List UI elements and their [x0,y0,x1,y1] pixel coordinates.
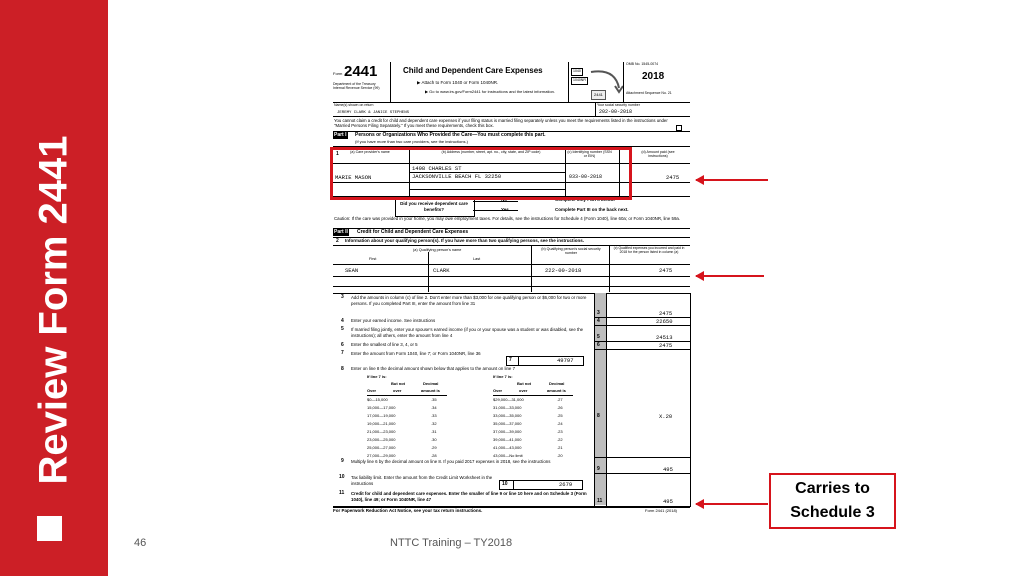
ssn-value: 202-00-2018 [599,109,633,115]
q-col-b-header: (b) Qualifying person's social security number [541,247,601,255]
line11-value: 495 [663,498,673,505]
line2-number: 2 [336,238,339,244]
attach-2441: 2441 [591,90,606,100]
if-line7-right: If line 7 is: [493,374,513,379]
line9-value: 495 [663,466,673,473]
benefits-yes: Yes [501,207,509,212]
if-line7-left: If line 7 is: [367,374,387,379]
line10-text: Tax liability limit. Enter the amount from the Credit Limit Worksheet in the instructions [351,475,493,486]
line3-box: 3 [597,310,600,316]
provider-amount: 2475 [666,174,680,181]
names-label: Name(s) shown on return [334,103,374,107]
q-ssn-value: 222-00-2018 [545,267,582,274]
line3-text: Add the amounts in column (c) of line 2. Don't enter more than $3,000 for one qualifying person or $6,000 for two or more persons. If you completed Part III, enter the amount from line 31 [351,295,587,306]
form-2441: Form 2441 Department of the Treasury Internal Revenue Service (99) Child and Dependent Care Expenses ▶ Attach to Form 1040 or Form 1040NR. ▶ Go to www.irs.gov/Form2441 for instructions and the latest information. 1040 1040NR 2441 OMB No. 1545-0074 2018 Attachment Sequence No. 21 Name(s) shown on return JEREMY CLARK & JANICE STEPHENS Your social security number 202-00-2018 You cannot claim a credit for child and dependent care expenses if your filing status is married filing separately unless you meet the requirements listed in the instructions under "Married Persons Filing Separately." If you meet these requirements, check this box. Part I Persons or Organizations Who Provided the Care—You must complete this part. (If you have more than two care providers, see the instructions.) 1 (a) Care provider's name (b) Address (number, street, apt. no., city, state, and ZIP code) (c) Identifying number (SSN or EIN) (d) Amount paid (see instructions) MARIE MASON 1498 CHARLES ST JACKSONVILLE BEACH FL 32250 033-00-2018 2475 Did you receive dependent care benefits? No Yes Complete only Part II below. Complete Part III on the back next. Caution: If the care was provided in your home, you may owe employment taxes. For details, see the instructions for Schedule 4 (Form 1040), line 60a; or Form 1040NR, line 59a. Part II Credit for Child and Dependent Care Expenses 2 Information about your qualifying person(s). If you have more than two qualifying persons, see the instructions. (a) Qualifying person's name First Last (b) Qualifying person's social security number (c) Qualified expenses you incurred and paid in 2018 for the person listed in column (a) SEAN CLARK 222-00-2018 2475 3 Add the amounts in column (c) of line 2. Don't enter more than $3,000 for one qualifying person or $6,000 for two or more persons. If you completed Part III, enter the amount from line 31 3 2475 4 Enter your earned income. See instructions 4 22650 5 If married filing jointly, enter your spouse's earned income (if you or your spouse was a student or was disabled, see the instructions); all others, enter the amount from line 4 5 24513 6 Enter the smallest of line 3, 4, or 5 6 2475 7 Enter the amount from Form 1040, line 7; or Form 1040NR, line 36 7 49797 8 Enter on line 8 the decimal amount shown below that applies to the amount on line 7 If line 7 is: If line 7 is: But not Decimal Over over amount is But not Decimal Over over amount is $0—15,000 .35 15,000—17,000 .34 17,000—19,000 .33 19,000—21,000 .32 21,000—23,000 .31 23,000—25,000 .30 25,000—27,000 .29 27,000—29,000 .28 $29,000—31,000 .27 31,000—33,000 .26 33,000—35,000 .25 35,000—37,000 .24 37,000—39,000 .23 39,000—41,000 .22 41,000—43,000 .21 43,000—No limit .20 8 X.20 9 Multiply line 6 by the decimal amount on line 8. If you paid 2017 expenses in 2018, see the instructions 9 495 10 Tax liability limit. Enter the amount from the Credit Limit Worksheet in the instructions 10 2679 11 Credit for child and dependent care expenses. Enter the smaller of line 9 or line 10 here and on Schedule 3 (Form 1040), line 49; or Form 1040NR, line 47 11 495 For Paperwork Reduction Act Notice, see your tax return instructions. Form 2441 (2018) [333,62,690,516]
col-a-header: (a) Care provider's name [350,150,390,154]
tbl-left-decimal: Decimal [423,381,439,386]
form-title: Child and Dependent Care Expenses [403,66,543,75]
attach-1040: 1040 [571,68,583,76]
line7-box: 7 [509,357,512,363]
provider-address-1: 1498 CHARLES ST [412,165,462,172]
benefits-yes-text: Complete Part III on the back next. [555,207,629,212]
bullet-square [37,516,62,541]
provider-id: 033-00-2018 [569,174,603,180]
col-b-header: (b) Address (number, street, apt. no., city, state, and ZIP code) [441,150,541,154]
attach-1040nr: 1040NR [571,77,588,85]
provider-name: MARIE MASON [335,174,372,181]
provider-address-2: JACKSONVILLE BEACH FL 32250 [412,173,502,180]
line9-box: 9 [597,466,600,472]
line5-box: 5 [597,334,600,340]
ssn-label: Your social security number [597,103,640,107]
col-d-header: (d) Amount paid (see instructions) [641,150,675,158]
arrow-provider-amount-icon [696,179,768,181]
form-label: Form [333,71,343,76]
line1-number: 1 [336,151,339,157]
line4-text: Enter your earned income. See instructions [351,318,436,323]
line6-text: Enter the smallest of line 3, 4, or 5 [351,342,418,347]
tbl-left-over: Over [367,388,377,393]
slide-title: Review Form 2441 [31,135,76,485]
attach-note: ▶ Attach to Form 1040 or Form 1040NR. [417,80,499,85]
line3-value: 2475 [659,310,673,317]
line4-value: 22650 [656,318,673,325]
line6-value: 2475 [659,342,673,349]
form-footer-right: Form 2441 (2018) [645,508,678,513]
line11-box: 11 [597,498,603,504]
benefits-no-text: Complete only Part II below. [555,197,615,202]
omb-number: OMB No. 1545-0074 [626,62,659,66]
line8-text: Enter on line 8 the decimal amount shown below that applies to the amount on line 7 [351,366,516,371]
part2-tag: Part II [334,229,348,235]
part1-tag: Part I [334,132,347,138]
caution-text: Caution: If the care was provided in your home, you may owe employment taxes. For details, see the instructions for Schedule 4 (Form 1040), line 60a; or Form 1040NR, line 59a. [334,216,681,221]
line2-text: Information about your qualifying person(s). If you have more than two qualifying persons, see the instructions. [345,238,585,243]
arrow-qualifying-amount-icon [696,275,764,277]
line10-number: 10 [339,474,345,480]
part1-sub: (If you have more than two care providers, see the instructions.) [355,139,468,144]
line10-box: 10 [502,481,508,487]
tbl-right-decimal: Decimal [549,381,565,386]
line9-number: 9 [341,458,344,464]
col-c-header: (c) Identifying number (SSN or EIN) [567,150,612,158]
dependent-benefits-question: Did you receive dependent care benefits? [400,201,468,213]
line9-text: Multiply line 6 by the decimal amount on line 8. If you paid 2017 expenses in 2018, see the instructions [351,459,551,464]
form-footer-left: For Paperwork Reduction Act Notice, see your tax return instructions. [333,508,483,513]
tbl-left-over2: over [393,388,402,393]
tbl-left-amount: amount is [421,388,440,393]
line7-text: Enter the amount from Form 1040, line 7; or Form 1040NR, line 36 [351,351,481,356]
line3-number: 3 [341,294,344,300]
line8-value: X.20 [659,413,673,420]
form-number: 2441 [344,63,378,80]
q-first-value: SEAN [345,267,359,274]
line8-box: 8 [597,413,600,419]
q-first-label: First [369,257,377,261]
carries-to-schedule-callout: Carries to Schedule 3 [769,473,896,529]
intro-text: You cannot claim a credit for child and dependent care expenses if your filing status is married filing separately unless you meet the requirements listed in the instructions under "Married Persons Filing Separately." If you meet these requirements, check this box. [334,118,668,129]
dept-label: Department of the Treasury Internal Revenue Service (99) [333,82,380,90]
q-col-c-header: (c) Qualified expenses you incurred and paid in 2018 for the person listed in column (a) [613,246,685,254]
line6-box: 6 [597,342,600,348]
tbl-left-butnot: But not [391,381,405,386]
page-number: 46 [134,537,147,549]
line11-text: Credit for child and dependent care expenses. Enter the smaller of line 9 or line 10 here and on Schedule 3 (Form 1040), line 49; or Form 1040NR, line 47 [351,491,587,502]
line5-number: 5 [341,326,344,332]
line4-box: 4 [597,318,600,324]
tbl-right-amount: amount is [547,388,566,393]
line7-number: 7 [341,350,344,356]
form-year: 2018 [642,71,665,82]
line8-number: 8 [341,366,344,372]
benefits-no: No [501,197,507,202]
names-value: JEREMY CLARK & JANICE STEPHENS [337,111,410,115]
line5-text: If married filing jointly, enter your spouse's earned income (if you or your spouse was a student or was disabled, see the instructions); all others, enter the amount from line 4 [351,327,584,338]
q-last-label: Last [473,257,481,261]
q-amount-value: 2475 [659,267,673,274]
line6-number: 6 [341,342,344,348]
part1-title: Persons or Organizations Who Provided the Care—You must complete this part. [355,132,546,138]
tbl-right-butnot: But not [517,381,531,386]
goto-note: ▶ Go to www.irs.gov/Form2441 for instructions and the latest information. [424,89,556,94]
line4-number: 4 [341,318,344,324]
line10-value: 2679 [559,481,573,488]
part2-title: Credit for Child and Dependent Care Expenses [357,229,469,235]
q-col-a-header: (a) Qualifying person's name [413,248,462,252]
line5-value: 24513 [656,334,673,341]
attachment-seq: Attachment Sequence No. 21 [626,91,672,95]
line7-value: 49797 [557,357,574,364]
q-last-value: CLARK [433,267,450,274]
footer-text: NTTC Training – TY2018 [390,537,513,549]
provider-highlight-box [330,147,632,200]
tbl-right-over: Over [493,388,503,393]
tbl-right-over2: over [519,388,528,393]
line11-number: 11 [339,490,345,496]
arrow-credit-icon [696,503,768,505]
